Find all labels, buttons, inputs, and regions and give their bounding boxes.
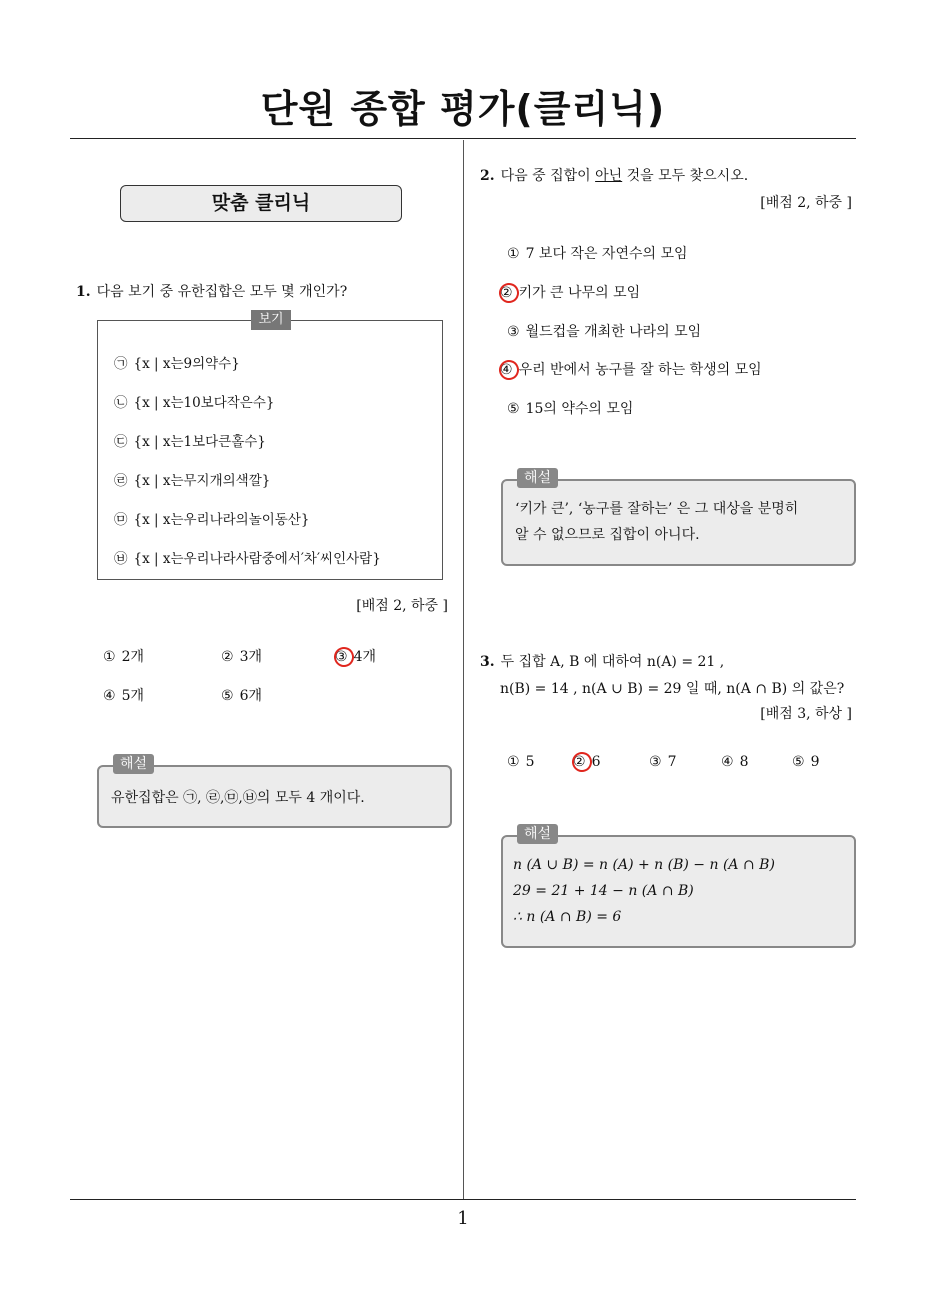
bogi-item: ㉡ {x | x는10보다작은수} <box>114 395 275 411</box>
choice-3-2-selected[interactable]: ② 6 <box>576 754 600 770</box>
question-3-line-1: 두 집합 A, B 에 대하여 n(A) = 21 , <box>500 654 725 670</box>
explanation-text-2 <box>515 496 845 548</box>
bogi-item: ㉠ {x | x는9의약수} <box>114 356 240 372</box>
page-number: 1 <box>457 1208 469 1229</box>
question-1-number: 1. <box>76 284 91 300</box>
choice-1-2[interactable]: ② 3개 <box>221 649 262 665</box>
question-1-text: 다음 보기 중 유한집합은 모두 몇 개인가? <box>96 284 348 300</box>
explanation-line: 29 = 21 + 14 − n (A ∩ B) <box>513 883 694 899</box>
question-1-score: [배점 2, 하중 ] <box>356 598 448 614</box>
question-3 <box>480 651 724 671</box>
choice-1-4[interactable]: ④ 5개 <box>103 688 144 704</box>
explanation-line: ∴ n (A ∩ B) = 6 <box>513 909 622 925</box>
title-rule <box>70 138 856 139</box>
choice-2-1[interactable]: ① 7 보다 작은 자연수의 모임 <box>507 246 688 262</box>
choice-2-4-selected[interactable]: ④ 우리 반에서 농구를 잘 하는 학생의 모임 <box>503 359 762 379</box>
explanation-text-3 <box>513 852 775 930</box>
choice-3-1[interactable]: ① 5 <box>507 754 535 770</box>
footer-rule <box>70 1199 856 1200</box>
explanation-text-1: 유한집합은 ㉠, ㉣,㉤,㉥의 모두 4 개이다. <box>111 790 365 806</box>
choice-1-5[interactable]: ⑤ 6개 <box>221 688 262 704</box>
explanation-label-3: 해설 <box>517 824 558 844</box>
bogi-item: ㉤ {x | x는우리나라의놀이동산} <box>114 512 310 528</box>
choice-3-3[interactable]: ③ 7 <box>649 754 677 770</box>
column-divider <box>463 140 464 1200</box>
question-2-number: 2. <box>480 168 495 184</box>
explanation-line: ‘키가 큰’, ‘농구를 잘하는’ 은 그 대상을 분명히 <box>515 501 799 517</box>
question-3-number: 3. <box>480 654 495 670</box>
choice-3-4[interactable]: ④ 8 <box>721 754 749 770</box>
page-title: 단원 종합 평가(클리닉) <box>260 87 666 131</box>
choice-2-5[interactable]: ⑤ 15의 약수의 모임 <box>507 401 634 417</box>
explanation-label-1: 해설 <box>113 754 154 774</box>
bogi-label: 보기 <box>251 310 291 330</box>
bogi-item: ㉣ {x | x는무지개의색깔} <box>114 473 271 489</box>
choice-3-5[interactable]: ⑤ 9 <box>792 754 820 770</box>
underlined-word: 아닌 <box>595 168 623 184</box>
question-3-score: [배점 3, 하상 ] <box>760 706 852 722</box>
question-3-line-2: n(B) = 14 , n(A ∪ B) = 29 일 때, n(A ∩ B) 의 값은? <box>500 681 845 697</box>
explanation-label-2: 해설 <box>517 468 558 488</box>
clinic-heading-box: 맞춤 클리닉 <box>120 185 402 222</box>
explanation-line: n (A ∪ B) = n (A) + n (B) − n (A ∩ B) <box>513 857 775 873</box>
question-1 <box>76 281 347 301</box>
question-2-score: [배점 2, 하중 ] <box>760 195 852 211</box>
choice-2-3[interactable]: ③ 월드컵을 개최한 나라의 모임 <box>507 324 702 340</box>
choice-1-3-selected[interactable]: ③ 4개 <box>338 646 376 666</box>
choice-1-1[interactable]: ① 2개 <box>103 649 144 665</box>
bogi-item: ㉢ {x | x는1보다큰홀수} <box>114 434 266 450</box>
question-2: 2. 다음 중 집합이 아닌 것을 모두 찾으시오. <box>480 168 749 184</box>
bogi-item: ㉥ {x | x는우리나라사람중에서′차′씨인사람} <box>114 551 381 567</box>
explanation-line: 알 수 없으므로 집합이 아니다. <box>515 527 700 543</box>
choice-2-2-selected[interactable]: ② 키가 큰 나무의 모임 <box>503 282 640 302</box>
